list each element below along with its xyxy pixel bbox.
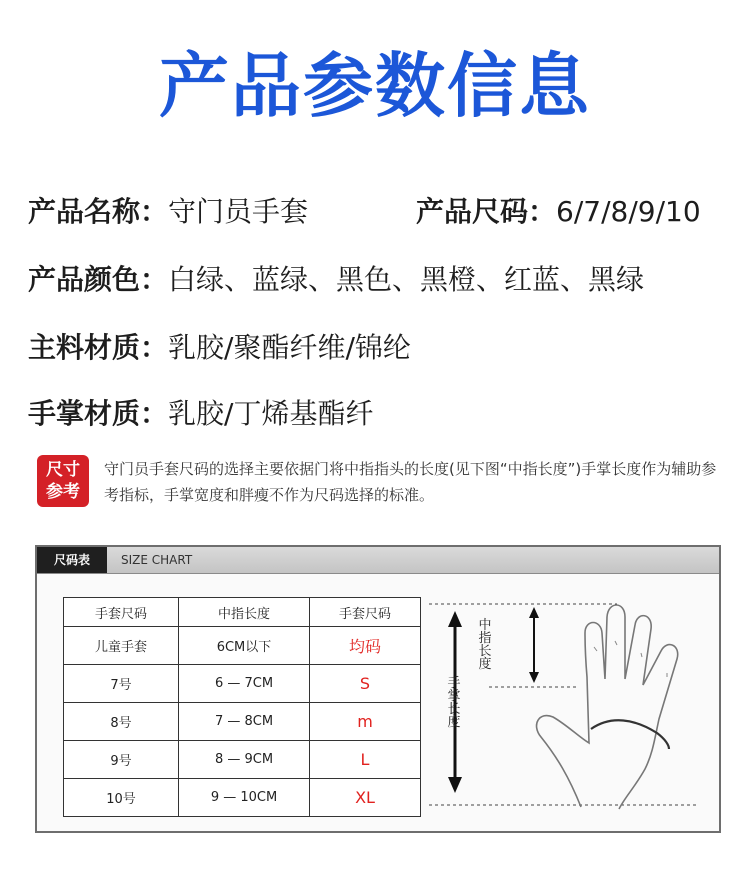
main-material-label: 主料材质： <box>28 331 169 364</box>
table-row <box>64 627 421 665</box>
row-finger-length: 9 — 10CM <box>179 779 310 817</box>
palm-material-value: 乳胶/丁烯基酯纤 <box>168 397 374 430</box>
row-size-number: 7号 <box>64 665 179 703</box>
row-size-letter: 均码 <box>310 627 421 665</box>
row-finger-length: 8 — 9CM <box>179 741 310 779</box>
row-size-letter: XL <box>310 779 421 817</box>
palm-length-arrow-down <box>448 777 462 793</box>
badge-line-2: 参考 <box>46 482 80 502</box>
product-name-label: 产品名称： <box>28 195 169 228</box>
badge-line-1: 尺寸 <box>46 460 80 480</box>
palm-length-arrow-up <box>448 611 462 627</box>
header-glove-size-letter: 手套尺码 <box>310 598 421 627</box>
row-size-number: 9号 <box>64 741 179 779</box>
size-chart-header <box>37 547 719 574</box>
size-table <box>63 597 421 817</box>
table-row <box>64 741 421 779</box>
size-chart-panel <box>35 545 721 833</box>
product-size-label: 产品尺码： <box>416 195 557 228</box>
product-color-label: 产品颜色： <box>28 263 169 296</box>
main-material-value: 乳胶/聚酯纤维/锦纶 <box>168 331 411 364</box>
product-color-value: 白绿、蓝绿、黑色、黑橙、红蓝、黑绿 <box>168 263 645 296</box>
table-row <box>64 779 421 817</box>
finger-length-arrow-down <box>529 672 539 683</box>
finger-length-arrow-up <box>529 607 539 618</box>
palm-material-row <box>28 392 373 432</box>
row-size-number: 8号 <box>64 703 179 741</box>
row-size-number: 10号 <box>64 779 179 817</box>
row-finger-length: 6CM以下 <box>179 627 310 665</box>
row-size-letter: L <box>310 741 421 779</box>
hand-outline <box>537 605 678 809</box>
product-size-value: 6/7/8/9/10 <box>556 195 701 228</box>
row-size-letter: S <box>310 665 421 703</box>
size-table-header-row <box>64 598 421 627</box>
size-reference-note: 守门员手套尺码的选择主要依据门将中指指头的长度(见下图“中指长度”)手掌长度作为辅助参考指标，手掌宽度和胖瘦不作为尺码选择的标准。 <box>104 460 717 504</box>
hand-measurement-illustration <box>429 587 719 827</box>
palm-length-label: 手掌长度 <box>447 676 461 730</box>
page-title: 产品参数信息 <box>159 45 591 127</box>
row-size-number: 儿童手套 <box>64 627 179 665</box>
header-glove-size: 手套尺码 <box>64 598 179 627</box>
finger-length-label: 中指长度 <box>478 618 492 672</box>
size-chart-tab: 尺码表 <box>37 547 107 573</box>
product-name-row <box>28 190 308 230</box>
product-color-row <box>28 258 644 298</box>
row-finger-length: 6 — 7CM <box>179 665 310 703</box>
product-name-value: 守门员手套 <box>168 195 309 228</box>
table-row <box>64 703 421 741</box>
header-finger-length: 中指长度 <box>179 598 310 627</box>
table-row <box>64 665 421 703</box>
size-reference-badge <box>37 455 89 507</box>
product-size-row <box>416 190 701 230</box>
row-size-letter: m <box>310 703 421 741</box>
main-material-row <box>28 326 411 366</box>
row-finger-length: 7 — 8CM <box>179 703 310 741</box>
size-chart-subtitle: SIZE CHART <box>121 553 193 567</box>
palm-material-label: 手掌材质： <box>28 397 169 430</box>
